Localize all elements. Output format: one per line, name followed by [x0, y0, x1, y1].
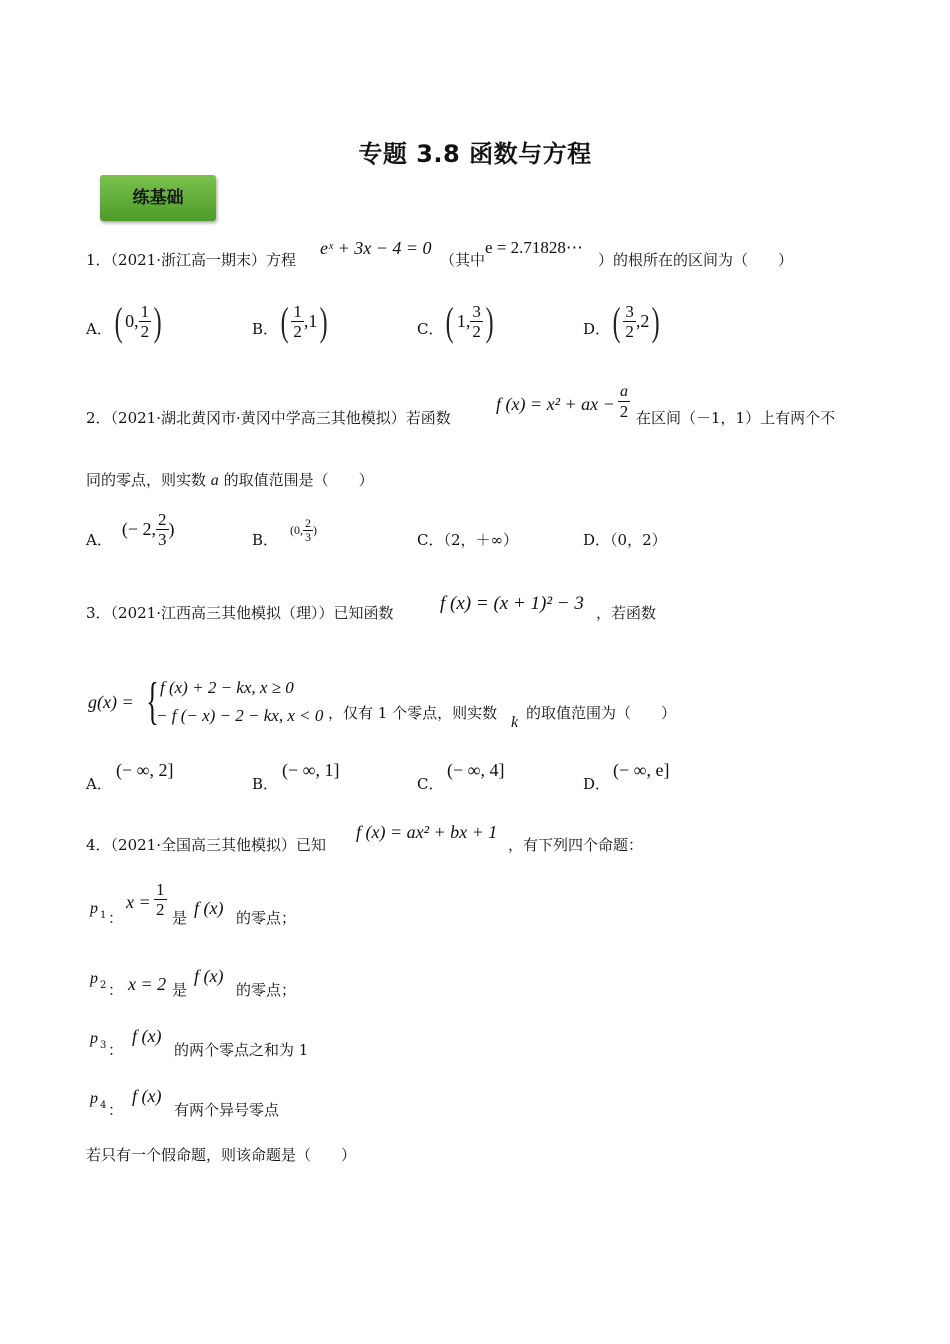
piecewise-brace: { — [146, 673, 159, 730]
proposition-p4: p 4 ： f (x) 有两个异号零点 — [90, 1086, 280, 1119]
fraction: $\frac{1}{2}$ — [140, 302, 150, 341]
q3-tail: ，若函数 — [596, 604, 657, 622]
q2-stem — [86, 408, 451, 428]
q4-tail: ，有下列四个命题： — [508, 836, 644, 854]
q2-option-a[interactable]: A． (− 2, $\frac{2}{3}$ ) — [86, 509, 175, 549]
fraction: $\frac{3}{2}$ — [472, 302, 481, 341]
q2-fraction: $\frac{a}{2}$ — [619, 383, 629, 421]
proposition-p2: p 2 ： x = 2 是 f (x) 的零点； — [90, 966, 297, 999]
q3-function: f (x) = (x + 1)² − 3 — [440, 593, 584, 614]
q1-option-b[interactable]: B． ( $\frac{1}{2}$ , 1 ) — [252, 299, 329, 344]
q1-option-d[interactable]: D． ( $\frac{3}{2}$ , 2 ) — [583, 299, 661, 344]
q3-number: 3． — [86, 604, 111, 622]
fraction: $\frac{3}{2}$ — [625, 302, 634, 341]
q1-number: 1． — [86, 251, 111, 269]
q1-econst: e = 2.71828⋯ — [485, 238, 583, 257]
proposition-p1: p 1 ： x = $\frac{1}{2}$ 是 f (x) 的零点； — [90, 880, 297, 927]
q3-case-2: − f (− x) − 2 − kx, x < 0 — [156, 706, 324, 725]
q3-mid: ，仅有 1 个零点，则实数 — [328, 704, 498, 722]
q2-source: （2021·湖北黄冈市·黄冈中学高三其他模拟）若函数 — [110, 409, 451, 427]
q4-source: （2021·全国高三其他模拟）已知 — [110, 836, 326, 854]
q3-source: （2021·江西高三其他模拟（理））已知函数 — [110, 604, 394, 622]
q3-case-1: f (x) + 2 − kx, x ≥ 0 — [160, 678, 294, 697]
fraction: $\frac{1}{2}$ — [156, 880, 165, 919]
fraction: $\frac{2}{3}$ — [305, 515, 312, 544]
q2-line2: 同的零点，则实数 a 的取值范围是（ ） — [86, 471, 374, 489]
q2-option-c[interactable]: C．（2，＋∞） — [417, 531, 519, 549]
q2-option-d[interactable]: D．（0，2） — [583, 531, 667, 549]
q4-function: f (x) = ax² + bx + 1 — [356, 822, 498, 842]
q2-tail: 在区间（－1，1）上有两个不 — [636, 409, 836, 427]
q3-g-label: g(x) = — [88, 692, 134, 712]
q4-stem — [86, 835, 326, 855]
q1-source: （2021·浙江高一期末）方程 — [110, 251, 296, 269]
q3-stem — [86, 603, 394, 623]
proposition-p3: p 3 ： f (x) 的两个零点之和为 1 — [90, 1026, 309, 1059]
fraction: $\frac{2}{3}$ — [158, 509, 167, 549]
q4-number: 4． — [86, 836, 111, 854]
fraction: $\frac{1}{2}$ — [293, 302, 302, 341]
q3-k: k — [511, 714, 519, 731]
q1-stem — [86, 250, 296, 270]
q4-question: 若只有一个假命题，则该命题是（ ） — [86, 1146, 357, 1164]
q2-number: 2． — [86, 409, 111, 427]
q1-option-c[interactable]: C． ( 1 , $\frac{3}{2}$ ) — [417, 299, 494, 344]
page-title: 专题 3.8 函数与方程 — [358, 140, 592, 168]
q1-equation: eˣ + 3x − 4 = 0 — [320, 238, 432, 258]
q3-end: 的取值范围为（ ） — [526, 704, 677, 722]
q2-option-b[interactable]: B． (0, $\frac{2}{3}$ ) — [252, 515, 318, 549]
q1-tail: ）的根所在的区间为（ ） — [598, 251, 794, 269]
section-badge: 练基础 — [100, 175, 216, 221]
q2-function: f (x) = x² + ax − — [496, 394, 615, 414]
q1-mid: （其中 — [440, 251, 486, 269]
q1-option-a[interactable]: A． ( 0 , $\frac{1}{2}$ ) — [86, 299, 162, 344]
